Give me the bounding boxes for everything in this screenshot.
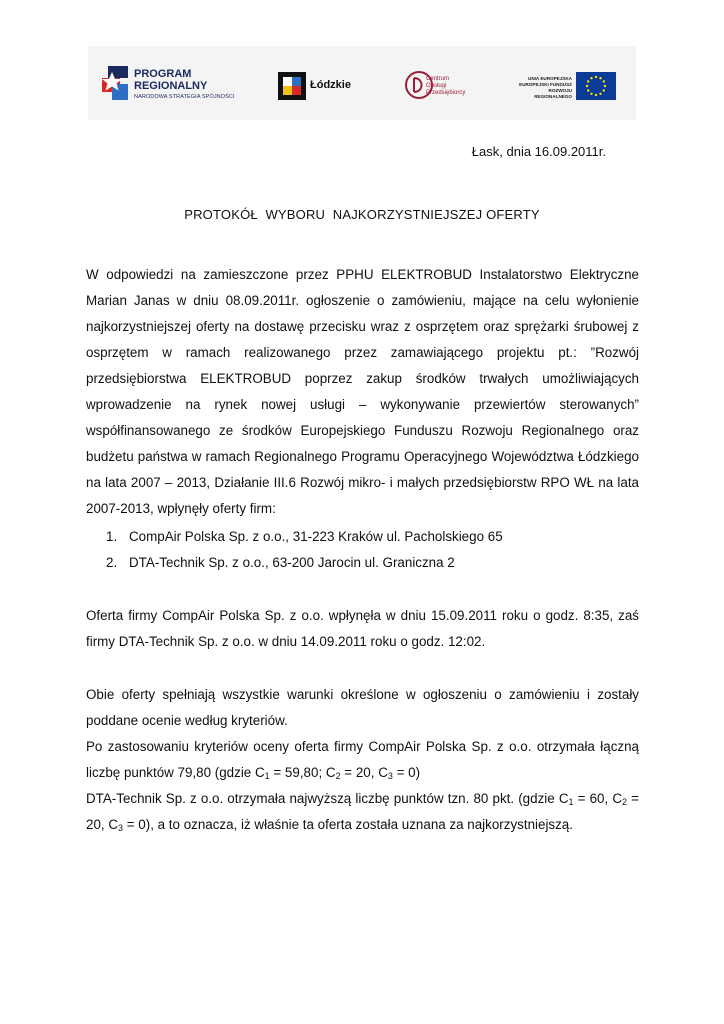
list-item-text: CompAir Polska Sp. z o.o., 31-223 Kraków ul. Pacholskiego 65 xyxy=(129,529,503,544)
program-regionalny-star-icon xyxy=(98,62,128,102)
lodzkie-label: Łódzkie xyxy=(310,79,351,91)
lodzkie-logo xyxy=(278,72,368,102)
score-dta-paragraph xyxy=(86,786,639,838)
criterion-value: = 20, xyxy=(86,791,639,832)
criterion-index: 2 xyxy=(622,797,628,807)
receipt-paragraph: Oferta firmy CompAir Polska Sp. z o.o. wpłynęła w dniu 15.09.2011 roku o godz. 8:35, zaś firmy DTA-Technik Sp. z o.o. w dniu 14.09.2011 roku o godz. 12:02. xyxy=(86,608,639,649)
criterion-value: = 0) xyxy=(392,765,421,780)
document-title: PROTOKÓŁ WYBORU NAJKORZYSTNIEJSZEJ OFERTY xyxy=(184,207,540,222)
criterion-index: 3 xyxy=(118,823,124,833)
criterion-index: 1 xyxy=(264,771,270,781)
centrum-obslugi-label: Centrum Obsługi Przedsiębiorcy xyxy=(426,76,466,96)
list-item xyxy=(106,524,626,550)
list-item xyxy=(106,550,626,576)
score-compair-text: Po zastosowaniu kryteriów oceny oferta firmy CompAir Polska Sp. z o.o. otrzymała łączną liczbę punktów 79,80 (gdzie xyxy=(86,739,639,780)
criterion-value: = 59,80; xyxy=(269,765,326,780)
criterion-letter: C xyxy=(325,765,336,780)
list-item-number: 1. xyxy=(106,529,118,544)
program-regionalny-subtitle: NARODOWA STRATEGIA SPÓJNOŚCI xyxy=(134,94,235,100)
program-regionalny-title: PROGRAM REGIONALNY xyxy=(134,68,208,92)
criterion-letter: C xyxy=(558,791,569,806)
lodzkie-mark-icon xyxy=(278,72,306,100)
eu-label: UNIA EUROPEJSKA EUROPEJSKI FUNDUSZ ROZWOJU REGIONALNEGO xyxy=(519,76,572,99)
criterion-letter: C xyxy=(612,791,623,806)
list-item-text: DTA-Technik Sp. z o.o., 63-200 Jarocin ul. Graniczna 2 xyxy=(129,555,455,570)
eu-flag-icon xyxy=(576,72,616,100)
score-compair-paragraph xyxy=(86,734,639,786)
criterion-value: = 60, xyxy=(573,791,613,806)
eu-logo xyxy=(514,72,618,102)
list-item-number: 2. xyxy=(106,555,118,570)
program-regionalny-logo xyxy=(98,60,248,110)
criterion-value: = 20, xyxy=(340,765,379,780)
criterion-index: 2 xyxy=(335,771,341,781)
criterion-letter: C xyxy=(378,765,388,780)
centrum-obslugi-logo xyxy=(404,70,494,106)
conditions-paragraph: Obie oferty spełniają wszystkie warunki określone w ogłoszeniu o zamówieniu i zostały poddane ocenie według kryteriów. xyxy=(86,687,639,728)
criterion-index: 3 xyxy=(387,771,393,781)
offers-list xyxy=(106,524,626,576)
criterion-letter: C xyxy=(108,817,119,832)
criterion-value: = 0), a to oznacza, iż właśnie ta oferta została uznana za najkorzystniejszą. xyxy=(123,817,573,832)
criterion-letter: C xyxy=(254,765,265,780)
intro-paragraph: W odpowiedzi na zamieszczone przez PPHU ELEKTROBUD Instalatorstwo Elektryczne Marian Janas w dniu 08.09.2011r. ogłoszenie o zamówieniu, mające na celu wyłonienie najkorzystniejszej oferty na dostawę przecisku wraz z osprzętem oraz sprężarki śrubowej z osprzętem w ramach realizowanego przez zamawiającego projektu pt.: ”Rozwój przedsiębiorstwa ELEKTROBUD poprzez zakup środków trwałych umożliwiających wprowadzenie na rynek nowej usługi – wykonywanie przewiertów sterowanych” współfinansowanego ze środków Europejskiego Funduszu Rozwoju Regionalnego oraz budżetu państwa w ramach Regionalnego Programu Operacyjnego Województwa Łódzkiego na lata 2007 – 2013, Działanie III.6 Rozwój mikro- i małych przedsiębiorstw RPO WŁ na lata 2007-2013, wpłynęły oferty firm: xyxy=(86,267,639,516)
document-date: Łask, dnia 16.09.2011r. xyxy=(471,144,606,159)
criterion-index: 1 xyxy=(568,797,574,807)
score-dta-text: DTA-Technik Sp. z o.o. otrzymała najwyższą liczbę punktów tzn. 80 pkt. (gdzie xyxy=(86,791,559,806)
